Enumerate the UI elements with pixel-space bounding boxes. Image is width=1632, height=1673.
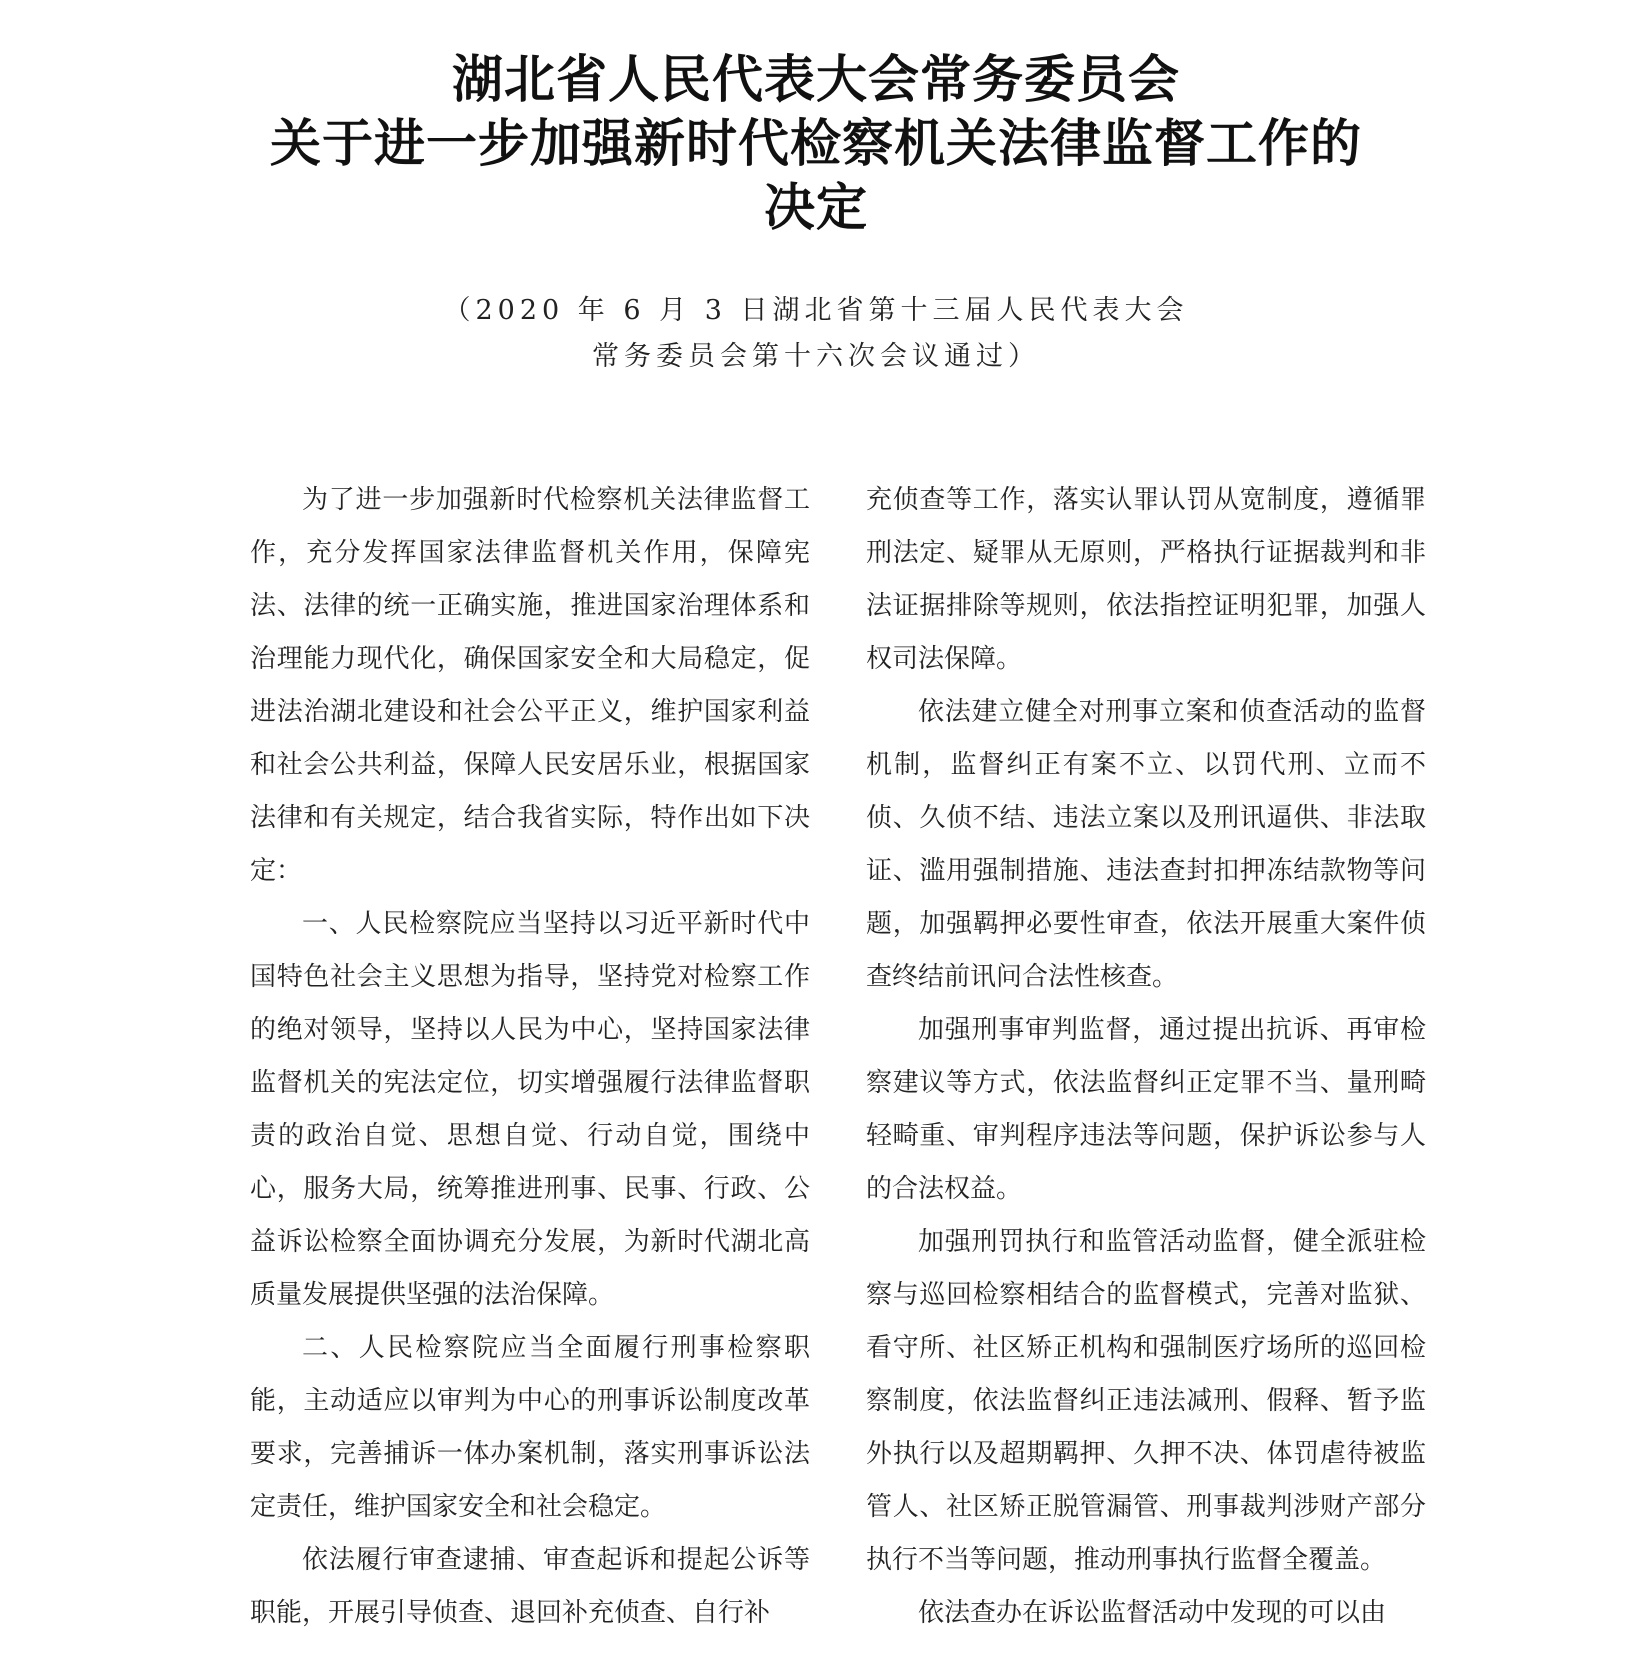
subtitle-line-1: （2020 年 6 月 3 日湖北省第十三届人民代表大会: [443, 295, 1189, 326]
paragraph-execution-supervision: 加强刑罚执行和监管活动监督，健全派驻检察与巡回检察相结合的监督模式，完善对监狱、看守所、社区矫正机构和强制医疗场所的巡回检察制度，依法监督纠正违法减刑、假释、暂予监外执行以及超期羁押、久押不决、体罚虐待被监管人、社区矫正脱管漏管、刑事裁判涉财产部分执行不当等问题，推动刑事执行监督全覆盖。: [866, 1227, 1426, 1575]
paragraph-trial-supervision: 加强刑事审判监督，通过提出抗诉、再审检察建议等方式，依法监督纠正定罪不当、量刑畸轻畸重、审判程序违法等问题，保护诉讼参与人的合法权益。: [866, 1015, 1426, 1204]
paragraph-case-handling: 依法查办在诉讼监督活动中发现的可以由: [918, 1598, 1387, 1628]
document-subtitle: [0, 288, 1632, 380]
title-line-2: 关于进一步加强新时代检察机关法律监督工作的: [269, 114, 1362, 174]
title-line-1: 湖北省人民代表大会常务委员会: [451, 50, 1180, 110]
paragraph-investigation-supervision: 依法建立健全对刑事立案和侦查活动的监督机制，监督纠正有案不立、以罚代刑、立而不侦、久侦不结、违法立案以及刑讯逼供、非法取证、滥用强制措施、违法查封扣押冻结款物等问题，加强羁押必要性审查，依法开展重大案件侦查终结前讯问合法性核查。: [866, 697, 1426, 992]
paragraph-article-1: 一、人民检察院应当坚持以习近平新时代中国特色社会主义思想为指导，坚持党对检察工作的绝对领导，坚持以人民为中心，坚持国家法律监督机关的宪法定位，切实增强履行法律监督职责的政治自觉、思想自觉、行动自觉，围绕中心，服务大局，统筹推进刑事、民事、行政、公益诉讼检察全面协调充分发展，为新时代湖北高质量发展提供坚强的法治保障。: [250, 909, 810, 1310]
paragraph-prosecution-duties: 依法履行审查逮捕、审查起诉和提起公诉等职能，开展引导侦查、退回补充侦查、自行补: [250, 1545, 810, 1628]
title-line-3: 决定: [763, 178, 868, 238]
paragraph-prosecution-duties-continued: 充侦查等工作，落实认罪认罚从宽制度，遵循罪刑法定、疑罪从无原则，严格执行证据裁判和非法证据排除等规则，依法指控证明犯罪，加强人权司法保障。: [866, 485, 1426, 674]
left-column: [250, 474, 810, 1640]
subtitle-line-2: 常务委员会第十六次会议通过）: [592, 341, 1040, 372]
right-column: [866, 474, 1426, 1640]
paragraph-preamble: 为了进一步加强新时代检察机关法律监督工作，充分发挥国家法律监督机关作用，保障宪法、法律的统一正确实施，推进国家治理体系和治理能力现代化，确保国家安全和大局稳定，促进法治湖北建设和社会公平正义，维护国家利益和社会公共利益，保障人民安居乐业，根据国家法律和有关规定，结合我省实际，特作出如下决定：: [250, 485, 810, 886]
paragraph-article-2: 二、人民检察院应当全面履行刑事检察职能，主动适应以审判为中心的刑事诉讼制度改革要求，完善捕诉一体办案机制，落实刑事诉讼法定责任，维护国家安全和社会稳定。: [250, 1333, 810, 1522]
document-title: [0, 48, 1632, 240]
